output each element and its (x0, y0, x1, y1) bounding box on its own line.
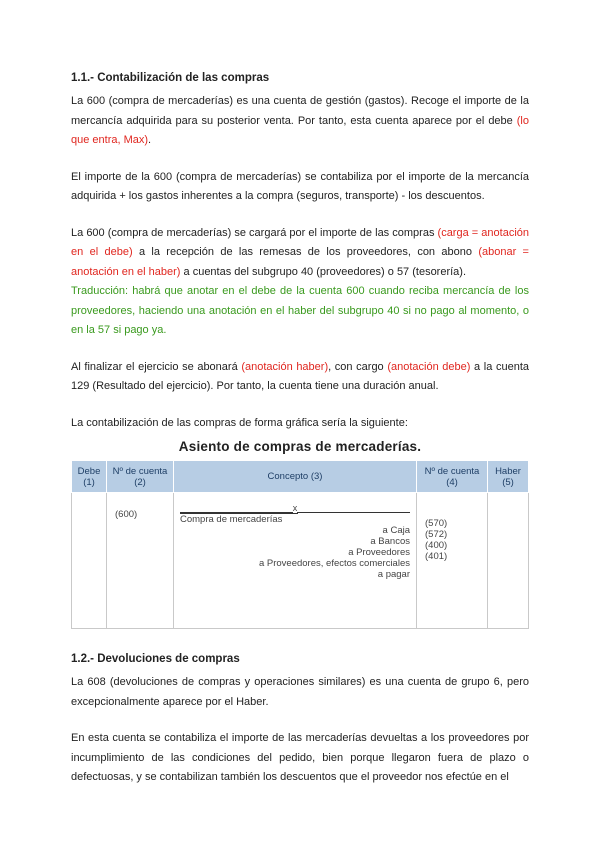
paragraph-text: Al finalizar el ejercicio se abonará (71, 360, 242, 373)
cuenta-code: (570) (425, 518, 448, 529)
header-debe: Debe (1) (72, 461, 107, 493)
header-cuenta-debe: Nº de cuenta (2) (107, 461, 174, 493)
cuenta-code: (401) (425, 551, 448, 562)
annotation-red: (anotación haber) (241, 360, 329, 373)
paragraph-forma-grafica: La contabilización de las compras de forma gráfica sería la siguiente: (71, 416, 408, 429)
header-cuenta-haber: Nº de cuenta (4) (417, 461, 488, 493)
annotation-red: (lo que entra, Max) (71, 114, 529, 146)
document-page (71, 70, 529, 788)
paragraph-text: a la cuenta 129 (Resultado del ejercicio). Por tanto, la cuenta tiene una duración anual. (71, 360, 530, 392)
section-heading-devoluciones: 1.2.- Devoluciones de compras (71, 653, 240, 665)
abono-line: a Bancos (370, 536, 410, 547)
paragraph-text: , con cargo (328, 360, 388, 373)
cuenta-code: (400) (425, 540, 448, 551)
abono-line: a Proveedores, efectos comerciales (258, 558, 410, 569)
paragraph-text: La 600 (compra de mercaderías) es una cuenta de gestión (gastos). Recoge el importe de la mercancía adquirida para su posterior venta. Por tanto, esta cuenta aparece por el debe (71, 95, 529, 127)
asiento-body-row (72, 493, 529, 629)
cell-cuenta-haber (417, 493, 488, 629)
annotation-red: (anotación debe) (387, 360, 471, 373)
annotation-red: (carga = anotación en el debe) (71, 226, 529, 258)
annotation-red: (abonar = anotación en el haber) (71, 246, 529, 278)
cuenta-code: (572) (425, 529, 448, 540)
paragraph-cargo-abono (71, 224, 529, 283)
abono-line: a Caja (382, 525, 410, 536)
header-haber: Haber (5) (488, 461, 529, 493)
paragraph-fin-ejercicio (71, 358, 529, 397)
translation-note: Traducción: habrá que anotar en el debe de la cuenta 600 cuando reciba mercancía de los proveedores, haciendo una anotación en el haber del subgrupo 40 si no pago al momento, o en la 57 si pago ya. (71, 285, 529, 336)
paragraph-text: a cuentas del subgrupo 40 (proveedores) o 57 (tesorería). (180, 265, 467, 278)
cell-debe (72, 493, 107, 629)
paragraph-cuenta-600 (71, 92, 529, 151)
paragraph-text: a la recepción de las remesas de los proveedores, con abono (132, 246, 479, 258)
cell-haber (488, 493, 529, 629)
asiento-title: Asiento de compras de mercaderías. (178, 439, 422, 454)
asiento-table (71, 460, 529, 629)
cell-concepto (174, 493, 417, 629)
paragraph-text: . (148, 134, 152, 146)
cell-cuenta-debe: (600) (107, 493, 174, 629)
abono-line: a pagar (377, 569, 410, 580)
cargo-line: Compra de mercaderías (180, 513, 298, 525)
separator-x: x (292, 503, 298, 513)
header-concepto: Concepto (3) (174, 461, 417, 493)
asiento-header-row (72, 461, 529, 493)
section-heading-contabilizacion: 1.1.- Contabilización de las compras (71, 72, 270, 84)
abono-line: a Proveedores (348, 547, 410, 558)
separator-line (180, 503, 410, 513)
paragraph-importe-600: El importe de la 600 (compra de mercaderías) se contabiliza por el importe de la mercancía adquirida + los gastos inherentes a la compra (seguros, transporte) - los descuentos. (71, 170, 529, 202)
paragraph-cuenta-608: La 608 (devoluciones de compras y operaciones similares) es una cuenta de grupo 6, pero excepcionalmente aparece por el Haber. (71, 676, 529, 708)
paragraph-devoluciones: En esta cuenta se contabiliza el importe de las mercaderías devueltas a los proveedores por incumplimiento de las condiciones del pedido, bien porque llegaron fuera de plazo o defectuosas, y se contabilizan también los descuentos que el proveedor nos efectúe en el (71, 732, 529, 783)
paragraph-text: La 600 (compra de mercaderías) se cargará por el importe de las compras (71, 226, 438, 239)
